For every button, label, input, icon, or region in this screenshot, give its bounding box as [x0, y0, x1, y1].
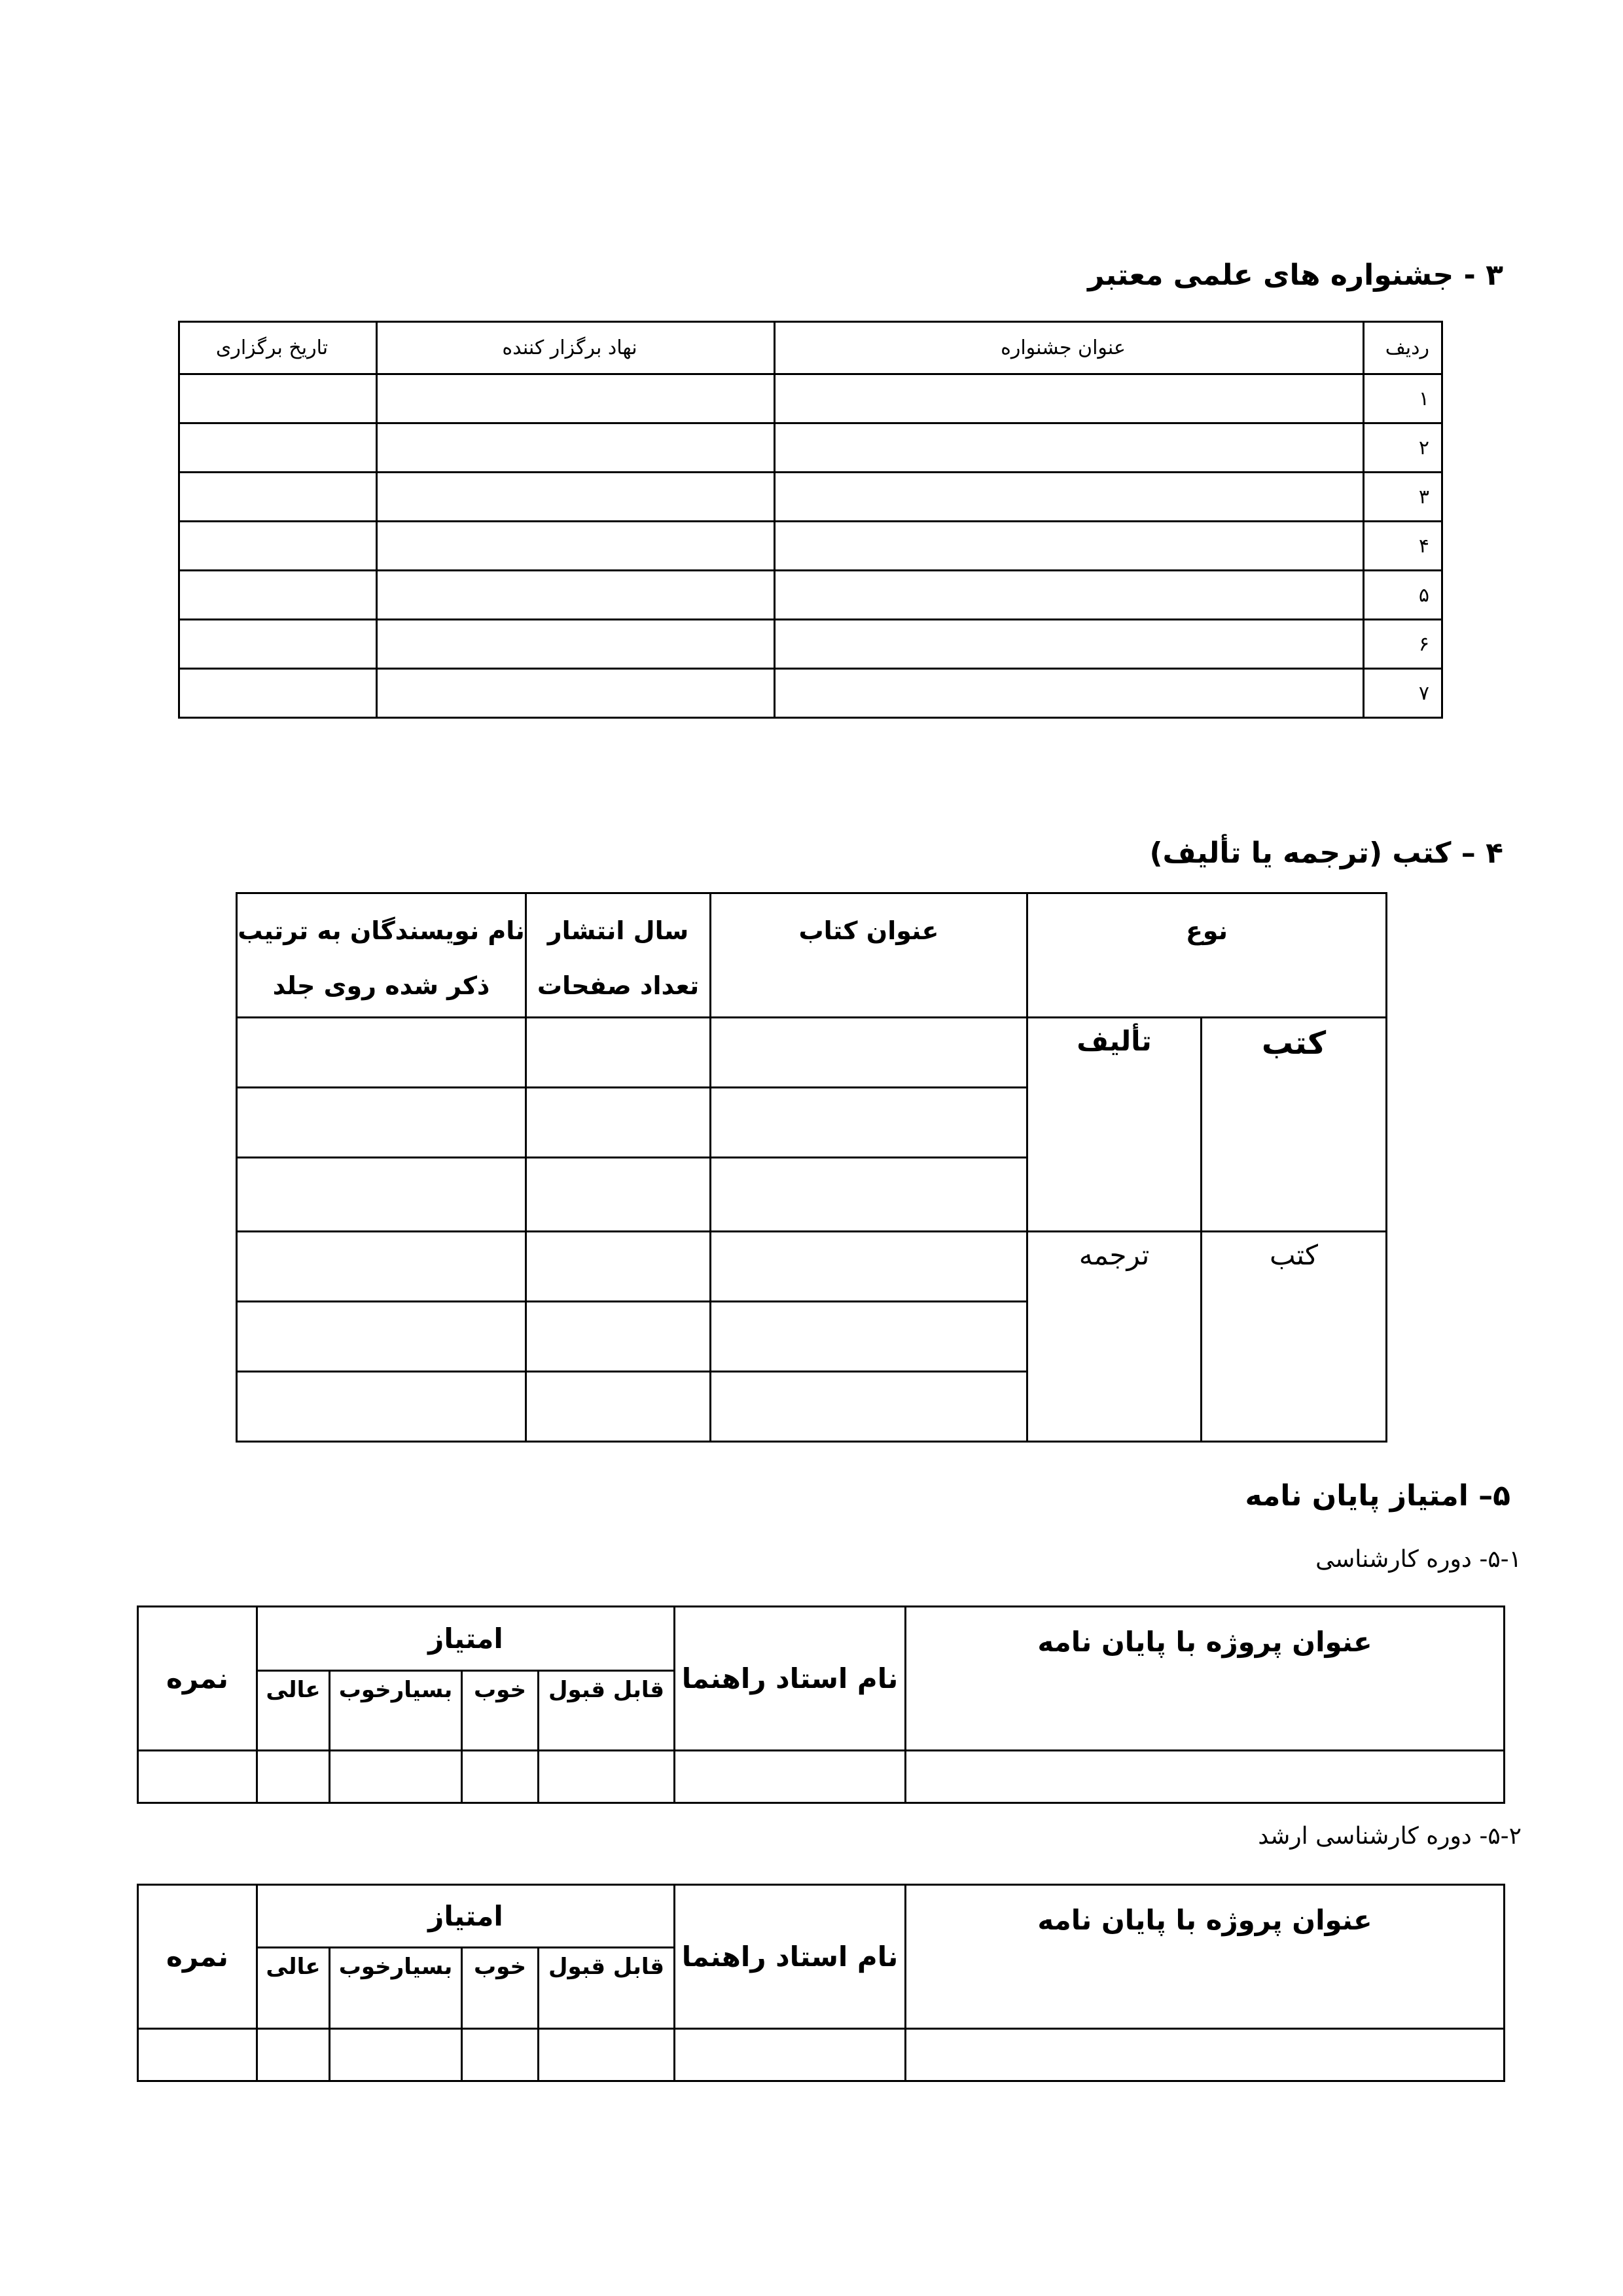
section-4-title: ۴ – کتب (ترجمه یا تألیف) — [1149, 836, 1503, 870]
table-cell[interactable] — [179, 374, 377, 423]
subsection-5-2-title: ۵-۲- دوره کارشناسی ارشد — [1258, 1823, 1522, 1850]
table-row — [179, 423, 1442, 473]
subsection-5-1-title: ۵-۱- دوره کارشناسی — [1315, 1546, 1522, 1573]
table-row — [179, 620, 1442, 669]
table-cell[interactable] — [775, 522, 1364, 571]
table-header-row — [179, 322, 1442, 374]
table-cell[interactable] — [906, 1751, 1505, 1803]
col-date: تاریخ برگزاری — [179, 322, 377, 374]
masters-thesis-table — [137, 1884, 1505, 2082]
table-row — [137, 1751, 1504, 1803]
table-cell[interactable] — [775, 669, 1364, 718]
book-kind: کتب — [1202, 1018, 1387, 1232]
table-cell[interactable] — [237, 1158, 526, 1232]
table-cell[interactable] — [179, 571, 377, 620]
col-pages: تعداد صفحات — [537, 971, 700, 1000]
table-row — [179, 571, 1442, 620]
festivals-table — [178, 321, 1443, 719]
row-number: ۴ — [1364, 522, 1442, 571]
table-cell[interactable] — [462, 1751, 539, 1803]
books-table — [236, 892, 1387, 1443]
section-5-title: ۵– امتیاز پایان نامه — [1245, 1479, 1510, 1513]
col-supervisor: نام استاد راهنما — [675, 1607, 906, 1751]
table-cell[interactable] — [137, 2029, 257, 2081]
table-cell[interactable] — [237, 1088, 526, 1158]
table-row — [179, 669, 1442, 718]
row-number: ۲ — [1364, 423, 1442, 473]
table-cell[interactable] — [377, 669, 775, 718]
table-cell[interactable] — [539, 1751, 675, 1803]
level-very-good: بسیارخوب — [330, 1948, 462, 2029]
col-score: امتیاز — [257, 1885, 674, 1948]
table-cell[interactable] — [526, 1088, 711, 1158]
table-cell[interactable] — [711, 1158, 1027, 1232]
table-row — [179, 473, 1442, 522]
level-excellent: عالی — [257, 1948, 329, 2029]
table-cell[interactable] — [137, 1751, 257, 1803]
row-number: ۱ — [1364, 374, 1442, 423]
table-cell[interactable] — [237, 1232, 526, 1302]
table-cell[interactable] — [179, 473, 377, 522]
table-row — [237, 1232, 1387, 1302]
table-cell[interactable] — [377, 374, 775, 423]
level-good: خوب — [462, 1671, 539, 1751]
table-cell[interactable] — [237, 1018, 526, 1088]
level-very-good: بسیارخوب — [330, 1671, 462, 1751]
col-organizer: نهاد برگزار کننده — [377, 322, 775, 374]
table-cell[interactable] — [775, 473, 1364, 522]
table-cell[interactable] — [675, 2029, 906, 2081]
table-cell[interactable] — [526, 1158, 711, 1232]
col-authors — [237, 893, 526, 1018]
level-acceptable: قابل قبول — [539, 1948, 675, 2029]
book-kind: کتب — [1202, 1232, 1387, 1442]
table-cell[interactable] — [179, 620, 377, 669]
table-cell[interactable] — [377, 620, 775, 669]
table-cell[interactable] — [526, 1302, 711, 1372]
col-authors-line-1: نام نویسندگان به ترتیب — [238, 916, 525, 945]
level-acceptable: قابل قبول — [539, 1671, 675, 1751]
book-type: تألیف — [1027, 1018, 1202, 1232]
table-cell[interactable] — [775, 423, 1364, 473]
col-score: امتیاز — [257, 1607, 674, 1671]
table-cell[interactable] — [711, 1018, 1027, 1088]
col-grade: نمره — [137, 1885, 257, 2029]
table-cell[interactable] — [526, 1372, 711, 1442]
table-cell[interactable] — [711, 1372, 1027, 1442]
col-year-pages — [526, 893, 711, 1018]
row-number: ۳ — [1364, 473, 1442, 522]
table-cell[interactable] — [526, 1018, 711, 1088]
table-cell[interactable] — [257, 1751, 329, 1803]
table-cell[interactable] — [377, 473, 775, 522]
table-cell[interactable] — [179, 669, 377, 718]
level-good: خوب — [462, 1948, 539, 2029]
row-number: ۶ — [1364, 620, 1442, 669]
table-cell[interactable] — [330, 1751, 462, 1803]
table-cell[interactable] — [775, 620, 1364, 669]
table-cell[interactable] — [377, 522, 775, 571]
col-book-title: عنوان کتاب — [711, 893, 1027, 1018]
table-header-row — [137, 1885, 1504, 1948]
table-cell[interactable] — [237, 1372, 526, 1442]
level-excellent: عالی — [257, 1671, 329, 1751]
table-cell[interactable] — [775, 374, 1364, 423]
row-number: ۷ — [1364, 669, 1442, 718]
bachelor-thesis-table — [137, 1605, 1505, 1804]
table-cell[interactable] — [377, 571, 775, 620]
col-type: نوع — [1027, 893, 1387, 1018]
table-cell[interactable] — [179, 423, 377, 473]
col-project-title: عنوان پروژه با پایان نامه — [906, 1607, 1505, 1751]
row-number: ۵ — [1364, 571, 1442, 620]
table-cell[interactable] — [330, 2029, 462, 2081]
table-cell[interactable] — [377, 423, 775, 473]
table-cell[interactable] — [179, 522, 377, 571]
table-header-row — [137, 1607, 1504, 1671]
col-festival-title: عنوان جشنواره — [775, 322, 1364, 374]
section-3-title: ۳ - جشنواره های علمی معتبر — [1088, 259, 1503, 292]
table-cell[interactable] — [539, 2029, 675, 2081]
table-cell[interactable] — [675, 1751, 906, 1803]
col-authors-line-2: ذکر شده روی جلد — [272, 971, 490, 1000]
table-row — [237, 1018, 1387, 1088]
table-row — [179, 374, 1442, 423]
col-row-number: ردیف — [1364, 322, 1442, 374]
table-header-row — [237, 893, 1387, 1018]
table-cell[interactable] — [711, 1088, 1027, 1158]
col-supervisor: نام استاد راهنما — [675, 1885, 906, 2029]
table-cell[interactable] — [462, 2029, 539, 2081]
col-year: سال انتشار — [547, 916, 689, 945]
table-cell[interactable] — [775, 571, 1364, 620]
table-cell[interactable] — [526, 1232, 711, 1302]
col-project-title: عنوان پروژه با پایان نامه — [906, 1885, 1505, 2029]
table-cell[interactable] — [906, 2029, 1505, 2081]
table-row — [137, 2029, 1504, 2081]
table-cell[interactable] — [711, 1302, 1027, 1372]
table-row — [179, 522, 1442, 571]
table-cell[interactable] — [257, 2029, 329, 2081]
col-grade: نمره — [137, 1607, 257, 1751]
book-type: ترجمه — [1027, 1232, 1202, 1442]
table-cell[interactable] — [237, 1302, 526, 1372]
table-cell[interactable] — [711, 1232, 1027, 1302]
